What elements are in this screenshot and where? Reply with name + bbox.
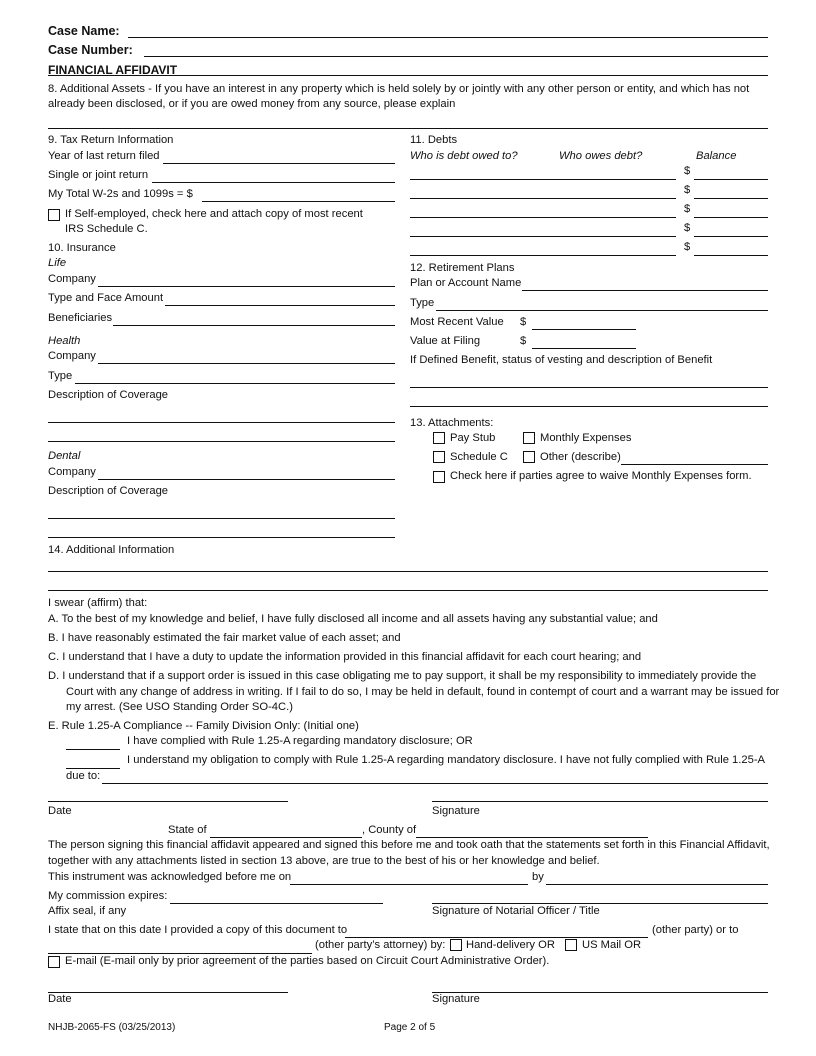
copy-to-field[interactable] — [345, 925, 648, 938]
debt-name-field-1[interactable] — [410, 167, 676, 180]
notary-signature-label: Signature of Notarial Officer / Title — [432, 905, 600, 917]
debt-balance-field-5[interactable] — [694, 243, 768, 256]
case-number-label: Case Number: — [48, 43, 133, 57]
dental-coverage-field-1[interactable] — [48, 506, 395, 519]
value-filing-field[interactable] — [532, 336, 636, 349]
attorney-by-label: (other party’s attorney) by: — [315, 939, 446, 951]
recent-value-label: Most Recent Value — [410, 316, 504, 328]
oath-d-line2: Court with any change of address in writing. If I fail to do so, I may be held in default, found in contempt of court and a warrant may be issued for — [66, 686, 780, 698]
oath-e2: I understand my obligation to comply with Rule 1.25-A regarding mandatory disclosure. I have not fully complied with Rule 1.25-A — [127, 754, 766, 766]
plan-name-label: Plan or Account Name — [410, 277, 522, 289]
signature-label: Signature — [432, 805, 480, 817]
additional-info-field-2[interactable] — [48, 578, 768, 591]
debt-balance-field-3[interactable] — [694, 205, 768, 218]
debt-name-field-5[interactable] — [410, 243, 676, 256]
due-to-label: due to: — [66, 770, 101, 782]
monthly-expenses-label: Monthly Expenses — [540, 432, 632, 444]
debt-name-field-3[interactable] — [410, 205, 676, 218]
debts-col-owed-to: Who is debt owed to? — [410, 150, 518, 162]
tax-return-title: 9. Tax Return Information — [48, 134, 174, 146]
pay-stub-checkbox[interactable] — [433, 432, 445, 444]
oath-e: E. Rule 1.25-A Compliance -- Family Division Only: (Initial one) — [48, 720, 359, 732]
insurance-title: 10. Insurance — [48, 242, 116, 254]
service-date-label: Date — [48, 993, 72, 1005]
recent-value-field[interactable] — [532, 317, 636, 330]
notary-signature-field[interactable] — [432, 891, 768, 904]
dental-company-label: Company — [48, 466, 96, 478]
form-title: FINANCIAL AFFIDAVIT — [48, 63, 178, 77]
attachments-title: 13. Attachments: — [410, 417, 494, 429]
debt-dollar-2: $ — [684, 184, 691, 196]
single-joint-label: Single or joint return — [48, 169, 149, 181]
oath-b: B. I have reasonably estimated the fair market value of each asset; and — [48, 632, 401, 644]
beneficiaries-field[interactable] — [113, 313, 395, 326]
value-filing-dollar: $ — [520, 335, 527, 347]
case-name-field[interactable] — [128, 25, 768, 38]
self-employed-label-2: IRS Schedule C. — [65, 223, 148, 235]
additional-info-field-1[interactable] — [48, 559, 768, 572]
health-coverage-field-2[interactable] — [48, 429, 395, 442]
state-of-label: State of — [168, 824, 207, 836]
plan-type-label: Type — [410, 297, 435, 309]
page-number: Page 2 of 5 — [384, 1022, 436, 1033]
schedule-c-checkbox[interactable] — [433, 451, 445, 463]
dental-subtitle: Dental — [48, 450, 81, 462]
plan-name-field[interactable] — [522, 278, 768, 291]
additional-assets-text: 8. Additional Assets - If you have an interest in any property which is held solely by or jointly with any other person or entity, and which has not already been disclosed, or if you are owed money from any source, please explain — [48, 83, 750, 110]
other-describe-field[interactable] — [621, 452, 768, 465]
notary-text: The person signing this financial affidavit appeared and signed this before me and took oath that the statements set forth in this Financial Affidavit, — [48, 839, 770, 851]
oath-a: A. To the best of my knowledge and belief, I have fully disclosed all income and all assets having any substantial value; and — [48, 613, 658, 625]
other-checkbox[interactable] — [523, 451, 535, 463]
copy-to-label: I state that on this date I provided a copy of this document to — [48, 924, 348, 936]
due-to-field[interactable] — [102, 771, 768, 784]
debts-col-owes: Who owes debt? — [559, 150, 643, 162]
value-filing-label: Value at Filing — [410, 335, 481, 347]
health-company-label: Company — [48, 350, 96, 362]
life-subtitle: Life — [48, 257, 67, 269]
other-label: Other (describe) — [540, 451, 621, 463]
health-coverage-field-1[interactable] — [48, 410, 395, 423]
oath-intro: I swear (affirm) that: — [48, 597, 148, 609]
service-signature-label: Signature — [432, 993, 480, 1005]
single-joint-field[interactable] — [152, 170, 395, 183]
dental-coverage-label: Description of Coverage — [48, 485, 169, 497]
waive-checkbox[interactable] — [433, 471, 445, 483]
waive-label: Check here if parties agree to waive Monthly Expenses form. — [450, 470, 752, 482]
initial-complied-field[interactable] — [66, 737, 120, 750]
dental-coverage-field-2[interactable] — [48, 525, 395, 538]
commission-field[interactable] — [170, 891, 383, 904]
type-face-amount-field[interactable] — [165, 293, 395, 306]
notary-text-2: together with any attachments listed in section 13 above, are true to the best of his or her knowledge and belief. — [48, 855, 600, 867]
pay-stub-label: Pay Stub — [450, 432, 496, 444]
county-field[interactable] — [416, 825, 648, 838]
case-number-field[interactable] — [144, 44, 768, 57]
self-employed-checkbox[interactable] — [48, 209, 60, 221]
health-type-label: Type — [48, 370, 73, 382]
debt-balance-field-1[interactable] — [694, 167, 768, 180]
type-face-amount-label: Type and Face Amount — [48, 292, 164, 304]
by-label: by — [532, 871, 544, 883]
recent-value-dollar: $ — [520, 316, 527, 328]
w2-total-field[interactable] — [202, 189, 395, 202]
hand-delivery-checkbox[interactable] — [450, 939, 462, 951]
acknowledged-date-field[interactable] — [290, 872, 528, 885]
monthly-expenses-checkbox[interactable] — [523, 432, 535, 444]
debt-name-field-4[interactable] — [410, 224, 676, 237]
date-label: Date — [48, 805, 72, 817]
email-checkbox[interactable] — [48, 956, 60, 968]
other-party-label: (other party) or to — [652, 924, 739, 936]
health-company-field[interactable] — [98, 351, 395, 364]
defined-benefit-field-1[interactable] — [410, 375, 768, 388]
w2-total-label: My Total W-2s and 1099s = $ — [48, 188, 193, 200]
dental-company-field[interactable] — [98, 467, 395, 480]
attorney-field[interactable] — [48, 941, 312, 954]
affix-seal-label: Affix seal, if any — [48, 905, 127, 917]
email-label: E-mail (E-mail only by prior agreement of the parties based on Circuit Court Administrative Order). — [65, 955, 550, 967]
initial-not-complied-field[interactable] — [66, 756, 120, 769]
defined-benefit-label: If Defined Benefit, status of vesting and description of Benefit — [410, 354, 713, 366]
oath-d: D. I understand that if a support order is issued in this case obligating me to pay support, it shall be my responsibility to immediately provide the — [48, 670, 757, 682]
debt-dollar-4: $ — [684, 222, 691, 234]
case-name-label: Case Name: — [48, 24, 120, 38]
oath-d-line3: my arrest. (See USO Standing Order SO-4C.) — [66, 701, 293, 713]
commission-label: My commission expires: — [48, 890, 168, 902]
life-company-label: Company — [48, 273, 96, 285]
oath-c: C. I understand that I have a duty to update the information provided in this financial affidavit for each court hearing; and — [48, 651, 642, 663]
health-type-field[interactable] — [75, 371, 395, 384]
self-employed-label: If Self-employed, check here and attach copy of most recent — [65, 208, 363, 220]
debt-dollar-5: $ — [684, 241, 691, 253]
beneficiaries-label: Beneficiaries — [48, 312, 113, 324]
health-subtitle: Health — [48, 335, 81, 347]
signature-field[interactable] — [432, 789, 768, 802]
oath-e1: I have complied with Rule 1.25-A regarding mandatory disclosure; OR — [127, 735, 473, 747]
retirement-title: 12. Retirement Plans — [410, 262, 515, 274]
acknowledged-by-field[interactable] — [546, 872, 768, 885]
debts-col-balance: Balance — [696, 150, 737, 162]
debt-dollar-3: $ — [684, 203, 691, 215]
plan-type-field[interactable] — [436, 298, 768, 311]
hand-delivery-label: Hand-delivery OR — [466, 939, 555, 951]
year-last-return-label: Year of last return filed — [48, 150, 160, 162]
defined-benefit-field-2[interactable] — [410, 394, 768, 407]
acknowledged-label: This instrument was acknowledged before me on — [48, 871, 292, 883]
year-last-return-field[interactable] — [163, 151, 395, 164]
debts-title: 11. Debts — [410, 134, 458, 146]
debt-name-field-2[interactable] — [410, 186, 676, 199]
debt-balance-field-2[interactable] — [694, 186, 768, 199]
health-coverage-label: Description of Coverage — [48, 389, 169, 401]
debt-balance-field-4[interactable] — [694, 224, 768, 237]
us-mail-checkbox[interactable] — [565, 939, 577, 951]
county-of-label: , County of — [362, 824, 417, 836]
state-field[interactable] — [210, 825, 362, 838]
date-field[interactable] — [48, 789, 288, 802]
service-signature-field[interactable] — [432, 980, 768, 993]
schedule-c-label: Schedule C — [450, 451, 508, 463]
debt-dollar-1: $ — [684, 165, 691, 177]
additional-assets-field[interactable] — [48, 116, 768, 129]
us-mail-label: US Mail OR — [582, 939, 642, 951]
form-id: NHJB-2065-FS (03/25/2013) — [48, 1022, 176, 1033]
service-date-field[interactable] — [48, 980, 288, 993]
title-rule — [48, 75, 768, 76]
life-company-field[interactable] — [98, 274, 395, 287]
additional-info-title: 14. Additional Information — [48, 544, 175, 556]
